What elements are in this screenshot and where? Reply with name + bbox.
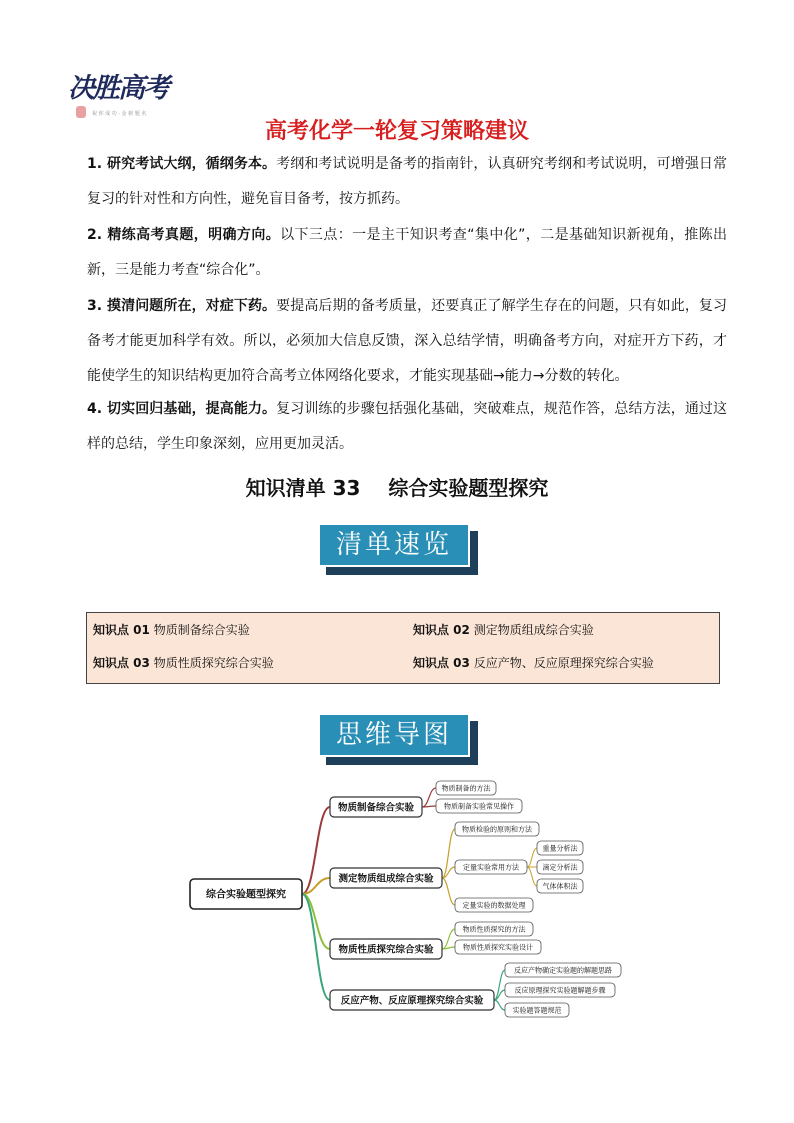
mind-map-node-label: 物质性质探究实验设计 xyxy=(463,943,533,952)
logo-subtitle: 祝 你 成 功 · 金 榜 题 名 xyxy=(92,111,147,117)
mind-map-connector xyxy=(302,807,330,894)
logo-brand: 决胜高考 xyxy=(68,73,168,104)
mind-map-node-label: 物质制备综合实验 xyxy=(337,802,415,814)
mind-map-leaf xyxy=(455,922,533,936)
strategy-heading: 4. 切实回归基础，提高能力。 xyxy=(87,401,277,417)
mind-map-leaf xyxy=(455,822,539,836)
mind-map-leaf xyxy=(537,841,583,855)
mind-map-node-label: 物质性质探究综合实验 xyxy=(338,944,434,956)
mind-map-connector xyxy=(422,788,436,807)
mind-map-node-label: 物质检验的原则和方法 xyxy=(462,825,532,834)
banner-label: 思维导图 xyxy=(318,713,470,757)
knowledge-point-number: 知识点 03 xyxy=(413,656,470,670)
mind-map-node-label: 定量实验常用方法 xyxy=(463,863,519,872)
mind-map-node-label: 重量分析法 xyxy=(542,844,578,853)
mind-map-connector xyxy=(442,878,455,905)
mind-map-node-label: 测定物质组成综合实验 xyxy=(338,873,434,885)
knowledge-point-name: 物质制备综合实验 xyxy=(153,623,250,637)
mind-map-node-label: 反应产物、反应原理探究综合实验 xyxy=(340,995,484,1007)
banner-label: 清单速览 xyxy=(318,523,470,567)
mind-map-branch xyxy=(330,868,442,888)
mind-map-node-label: 反应原理探究实验题解题步骤 xyxy=(514,986,606,995)
mind-map-branch xyxy=(330,939,442,959)
mind-map-branch xyxy=(330,990,494,1010)
mind-map-node-label: 滴定分析法 xyxy=(542,863,578,872)
mind-map-node-label: 物质制备实验常见操作 xyxy=(444,802,514,811)
strategy-text: 要提高后期的备考质量，还要真正了解学生存在的问题，只有如此，复习备考才能更加科学有效。所以，必须加大信息反馈，深入总结学情，明确备考方向，对症开方下药，才能使学生的知识结构更加符合高考立体网络化要求，才能实现基础→能力→分数的转化。 xyxy=(87,298,728,384)
knowledge-point-number: 知识点 01 xyxy=(93,623,150,637)
mind-map-node-label: 物质性质探究的方法 xyxy=(462,925,526,934)
strategy-heading: 1. 研究考试大纲，循纲务本。 xyxy=(87,156,277,172)
mind-map-branch xyxy=(330,797,422,817)
knowledge-point-name: 反应产物、反应原理探究综合实验 xyxy=(473,656,654,670)
knowledge-point-number: 知识点 02 xyxy=(413,623,470,637)
mind-map-connector xyxy=(527,867,537,886)
mind-map-node-label: 综合实验题型探究 xyxy=(206,889,286,901)
mind-map-connector xyxy=(494,1000,505,1010)
mind-map-leaf xyxy=(455,898,533,912)
mind-map-node-label: 反应产物确定实验题的解题思路 xyxy=(514,966,612,975)
mind-map-connector xyxy=(527,848,537,867)
mind-map-leaf xyxy=(455,940,541,954)
mind-map-root xyxy=(190,879,302,909)
page-title: 高考化学一轮复习策略建议 xyxy=(264,119,529,144)
mind-map-node-label: 定量实验的数据处理 xyxy=(462,901,526,910)
mind-map-node-label: 物质制备的方法 xyxy=(441,784,491,793)
knowledge-point-number: 知识点 03 xyxy=(93,656,150,670)
mind-map-leaf xyxy=(455,860,527,874)
strategy-heading: 3. 摸清问题所在，对症下药。 xyxy=(87,298,277,314)
mind-map-connector xyxy=(442,829,455,878)
mind-map-leaf xyxy=(436,781,496,795)
mind-map-leaf xyxy=(537,879,583,893)
section-title: 知识清单 33 综合实验题型探究 xyxy=(245,476,549,500)
strategy-text: 复习训练的步骤包括强化基础，突破难点，规范作答，总结方法，通过这样的总结，学生印象深刻，应用更加灵活。 xyxy=(87,401,728,452)
mind-map-node-label: 实验题答题规范 xyxy=(512,1006,562,1015)
mind-map-connector xyxy=(442,929,455,949)
strategy-text: 以下三点：一是主干知识考查“集中化”，二是基础知识新视角，推陈出新，三是能力考查“综合化”。 xyxy=(87,227,727,278)
mind-map-leaf xyxy=(436,799,522,813)
mind-map-node-label: 气体体积法 xyxy=(542,882,578,891)
mind-map-leaf xyxy=(505,1003,569,1017)
mind-map-leaf xyxy=(537,860,583,874)
strategy-heading: 2. 精练高考真题，明确方向。 xyxy=(87,227,281,243)
strategy-text: 考纲和考试说明是备考的指南针，认真研究考纲和考试说明，可增强日常复习的针对性和方向性，避免盲目备考，按方抓药。 xyxy=(87,156,728,207)
knowledge-point-name: 测定物质组成综合实验 xyxy=(473,623,594,637)
mind-map-leaf xyxy=(505,963,621,977)
mind-map-leaf xyxy=(505,983,615,997)
knowledge-point-name: 物质性质探究综合实验 xyxy=(153,656,274,670)
